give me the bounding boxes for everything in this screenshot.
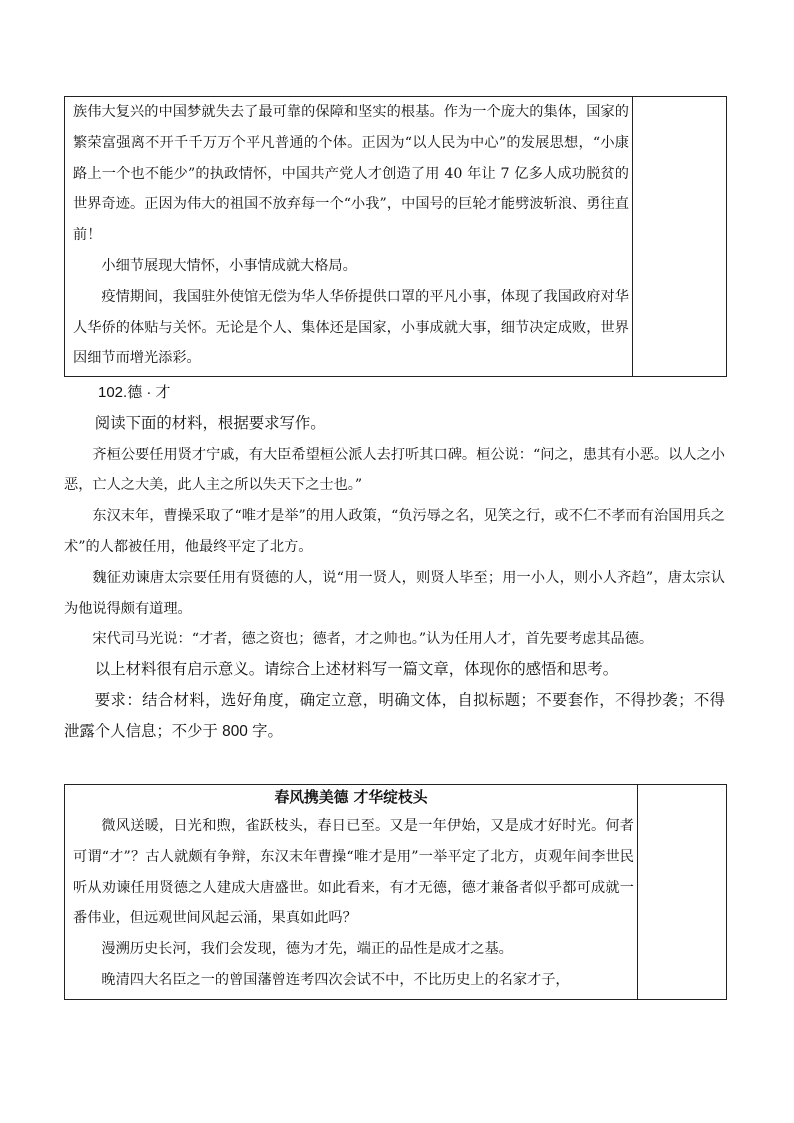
essay-one-paragraph: 族伟大复兴的中国梦就失去了最可靠的保障和坚实的根基。作为一个庞大的集体，国家的繁荣富强离不开千千万万个平凡普通的个体。正因为“以人民为中心”的发展思想，“小康路上一个也不能少”的执政情怀，中国共产党人才创造了用 40 年让 7 亿多人成功脱贫的世界奇迹。正因为伟大的祖国不放弃每一个“小我”，中国号的巨轮才能劈波斩浪、勇往直前！ <box>73 104 629 244</box>
essay-one-body <box>73 97 629 374</box>
task-material: 宋代司马光说：“才者，德之资也；德者，才之帅也。”认为任用人才，首先要考虑其品德。 <box>92 631 654 648</box>
task-material: 东汉末年，曹操采取了“唯才是举”的用人政策，“负污辱之名，见笑之行，或不仁不孝而有治国用兵之术”的人都被任用，他最终平定了北方。 <box>64 508 725 555</box>
margin-column-divider <box>637 785 638 999</box>
task-prompt: 以上材料很有启示意义。请综合上述材料写一篇文章，体现你的感悟和思考。 <box>94 661 619 679</box>
task-material: 魏征劝谏唐太宗要任用有贤德的人，说“用一贤人，则贤人毕至；用一小人，则小人齐趋”，唐太宗认为他说得颇有道理。 <box>64 569 725 617</box>
task-heading: 102.德 · 才 <box>98 384 171 401</box>
essay-two-body <box>73 811 634 996</box>
task-requirements: 要求：结合材料，选好角度，确定立意，明确文体，自拟标题；不要套作，不得抄袭；不得泄露个人信息；不少于 800 字。 <box>64 691 725 740</box>
essay-one-paragraph: 小细节展现大情怀，小事情成就大格局。 <box>101 257 357 274</box>
margin-column-divider <box>632 97 633 376</box>
task-instruction: 阅读下面的材料，根据要求写作。 <box>94 414 326 432</box>
essay-two-box <box>64 784 727 1000</box>
essay-two-title: 春风携美德 才华绽枝头 <box>274 789 428 806</box>
essay-two-paragraph: 晚清四大名臣之一的曾国藩曾连考四次会试不中，不比历史上的名家才子， <box>101 971 570 988</box>
essay-one-paragraph: 疫情期间，我国驻外使馆无偿为华人华侨提供口罩的平凡小事，体现了我国政府对华人华侨的体贴与关怀。无论是个人、集体还是国家，小事成就大事，细节决定成败，世界因细节而增光添彩。 <box>73 288 629 367</box>
essay-one-box <box>64 96 727 377</box>
task-material: 齐桓公要任用贤才宁戚，有大臣希望桓公派人去打听其口碑。桓公说：“问之，患其有小恶。以人之小恶，亡人之大美，此人主之所以失天下之士也。” <box>64 446 725 494</box>
writing-task <box>64 378 725 748</box>
essay-two-paragraph: 微风送暖，日光和煦，雀跃枝头，春日已至。又是一年伊始，又是成才好时光。何者可谓“才”？古人就颇有争辩，东汉末年曹操“唯才是用”一举平定了北方，贞观年间李世民听从劝谏任用贤德之人建成大唐盛世。如此看来，有才无德，德才兼备者似乎都可成就一番伟业，但远观世间风起云涌，果真如此吗？ <box>73 818 634 927</box>
essay-two-paragraph: 漫溯历史长河，我们会发现，德为才先，端正的品性是成才之基。 <box>101 941 513 958</box>
